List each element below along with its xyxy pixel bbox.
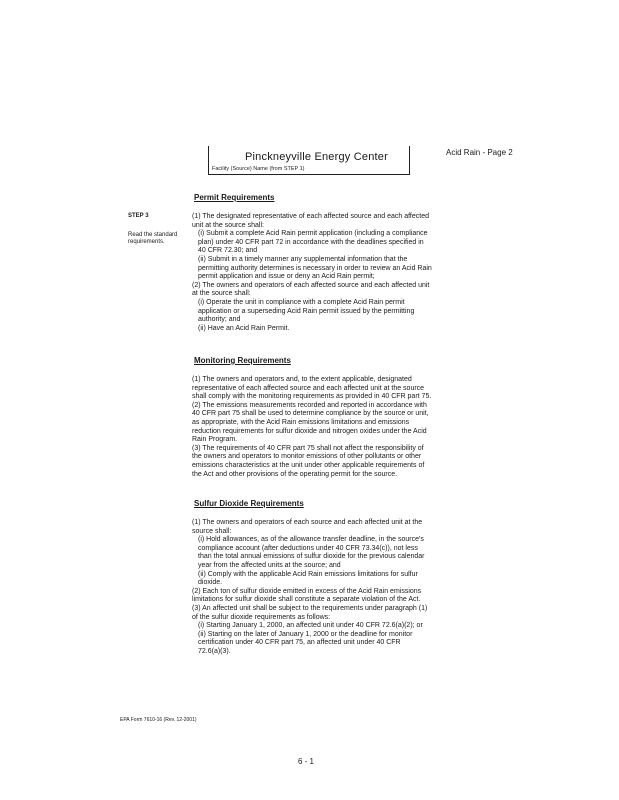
form-footer: EPA Form 7610-16 (Rev. 12-2001) bbox=[120, 717, 197, 723]
text-line: (2) The owners and operators of each affected source and each affected unit bbox=[192, 281, 430, 289]
permit-requirements-title: Permit Requirements bbox=[194, 193, 275, 202]
text-line: (1) The owners and operators of each source and each affected unit at the bbox=[192, 519, 423, 526]
text-line: than the total annual emissions of sulfur dioxide for the previous calendar bbox=[198, 553, 425, 561]
sulfur-dioxide-requirements-body bbox=[192, 519, 484, 657]
text-line: permitting authority determines is necessary in order to review an Acid Rain bbox=[198, 264, 432, 272]
text-line: shall comply with the monitoring requirements as provided in 40 CFR part 75. bbox=[192, 393, 432, 401]
text-line: dioxide. bbox=[198, 579, 223, 587]
text-line: (ii) Starting on the later of January 1, 2000 or the deadline for monitor bbox=[198, 630, 413, 638]
page-number: 6 - 1 bbox=[298, 757, 315, 766]
text-line: permit application and issue or deny an Acid Rain permit; bbox=[198, 273, 375, 281]
text-line: (2) Each ton of sulfur dioxide emitted in excess of the Acid Rain emissions bbox=[192, 587, 422, 595]
text-line: limitations for sulfur dioxide shall constitute a separate violation of the Act. bbox=[192, 596, 421, 604]
text-line: of the sulfur dioxide requirements as follows: bbox=[192, 613, 331, 621]
text-line: plan) under 40 CFR part 72 in accordance with the deadlines specified in bbox=[198, 238, 424, 246]
text-line: (ii) Comply with the applicable Acid Rain emissions limitations for sulfur bbox=[198, 570, 418, 578]
text-line: unit at the source shall: bbox=[192, 221, 264, 229]
text-line: 72.6(a)(3). bbox=[198, 647, 231, 655]
text-line: (3) The requirements of 40 CFR part 75 shall not affect the responsibility of bbox=[192, 444, 424, 452]
text-line: application or a superseding Acid Rain permit issued by the permitting bbox=[198, 307, 415, 315]
text-line: as appropriate, with the Acid Rain emissions limitations and emissions bbox=[192, 418, 410, 426]
text-line: (i) Operate the unit in compliance with a complete Acid Rain permit bbox=[198, 298, 405, 306]
page-label: Acid Rain - Page 2 bbox=[446, 148, 513, 157]
text-line: (i) Starting January 1, 2000, an affected unit under 40 CFR 72.6(a)(2); or bbox=[198, 622, 423, 630]
text-line: (2) The emissions measurements recorded and reported in accordance with bbox=[192, 401, 427, 409]
text-line: (1) The designated representative of each affected source and each affected bbox=[192, 213, 429, 220]
text-line: compliance account (after deductions under 40 CFR 73.34(c)), not less bbox=[198, 544, 418, 552]
text-line: 40 CFR 72.30; and bbox=[198, 247, 258, 255]
text-line: at the source shall: bbox=[192, 290, 251, 298]
permit-requirements-body bbox=[192, 213, 484, 333]
text-line: (3) An affected unit shall be subject to the requirements under paragraph (1) bbox=[192, 604, 428, 612]
sulfur-dioxide-requirements-title: Sulfur Dioxide Requirements bbox=[194, 499, 304, 508]
text-line: (i) Hold allowances, as of the allowance transfer deadline, in the source's bbox=[198, 536, 424, 544]
step-label: STEP 3 bbox=[128, 213, 149, 219]
facility-name-caption: Facility (Source) Name (from STEP 1) bbox=[212, 166, 305, 172]
text-line: representative of each affected source and each affected unit at the source bbox=[192, 384, 425, 392]
text-line: year from the affected units at the source; and bbox=[198, 561, 341, 569]
text-line: 40 CFR part 75 shall be used to determine compliance by the source or unit, bbox=[192, 410, 429, 418]
text-line: certification under 40 CFR part 75, an affected unit under 40 CFR bbox=[198, 639, 401, 647]
text-line: the Act and other provisions of the operating permit for the source. bbox=[192, 470, 398, 478]
text-line: reduction requirements for sulfur dioxide and nitrogen oxides under the Acid bbox=[192, 427, 427, 435]
monitoring-requirements-body bbox=[192, 376, 484, 479]
text-line: (i) Submit a complete Acid Rain permit application (including a compliance bbox=[198, 230, 428, 238]
text-line: source shall: bbox=[192, 527, 232, 535]
monitoring-requirements-title: Monitoring Requirements bbox=[194, 356, 291, 365]
text-line: Rain Program. bbox=[192, 436, 238, 444]
side-note-line-1: Read the standard bbox=[128, 232, 178, 238]
text-line: emissions characteristics at the unit under other applicable requirements of bbox=[192, 461, 425, 469]
side-note-line-2: requirements. bbox=[128, 239, 165, 245]
text-line: (1) The owners and operators and, to the extent applicable, designated bbox=[192, 376, 412, 383]
text-line: (ii) Submit in a timely manner any supplemental information that the bbox=[198, 255, 408, 263]
text-line: the owners and operators to monitor emissions of other pollutants or other bbox=[192, 453, 422, 461]
text-line: authority; and bbox=[198, 316, 241, 324]
text-line: (ii) Have an Acid Rain Permit. bbox=[198, 324, 290, 332]
facility-name: Pinckneyville Energy Center bbox=[245, 151, 388, 163]
